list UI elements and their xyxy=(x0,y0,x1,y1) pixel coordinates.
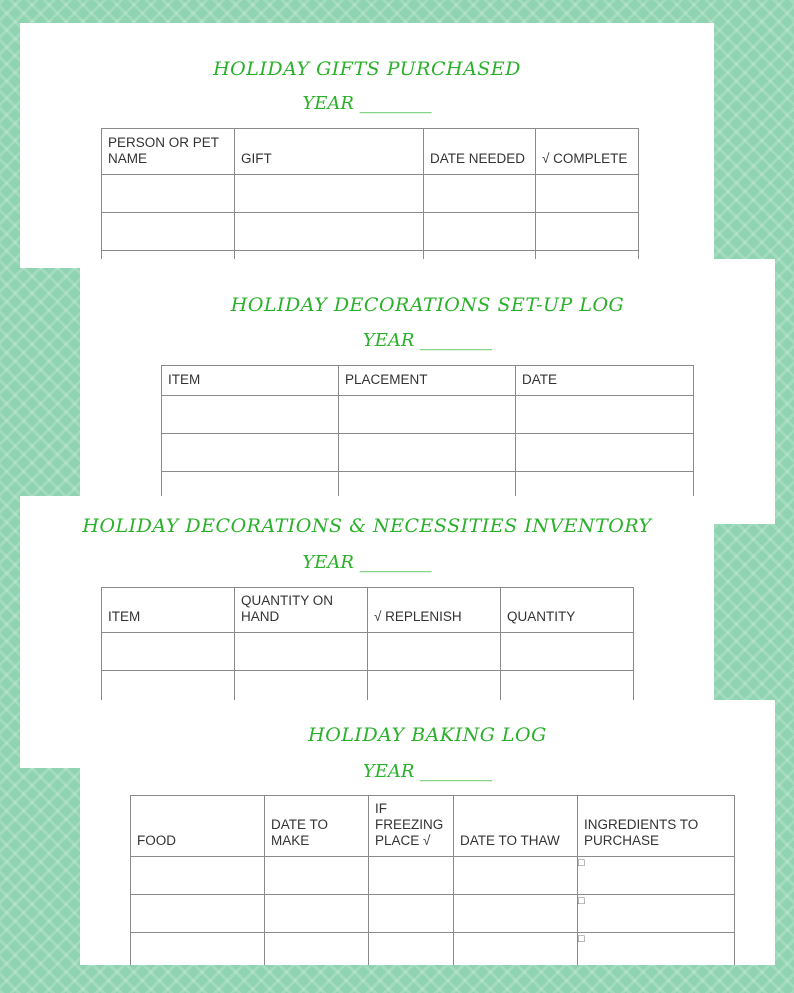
table-row xyxy=(102,633,634,671)
gifts-purchased-page xyxy=(20,23,714,268)
table-row xyxy=(102,175,639,213)
column-header: ITEM xyxy=(162,366,339,396)
table-cell[interactable] xyxy=(369,933,454,966)
table-cell[interactable] xyxy=(162,396,339,434)
table-cell[interactable] xyxy=(265,933,369,966)
table-cell[interactable] xyxy=(235,213,424,251)
table-cell[interactable] xyxy=(102,175,235,213)
table-cell[interactable] xyxy=(369,857,454,895)
baking-log-page xyxy=(80,700,775,965)
table-row xyxy=(162,434,694,472)
table-cell[interactable] xyxy=(131,895,265,933)
column-header: GIFT xyxy=(235,129,424,175)
column-header: ITEM xyxy=(102,588,235,633)
table-cell[interactable] xyxy=(235,175,424,213)
table-cell[interactable] xyxy=(265,895,369,933)
column-header: QUANTITY ON HAND xyxy=(235,588,368,633)
column-header: FOOD xyxy=(131,796,265,857)
table-cell[interactable] xyxy=(162,434,339,472)
column-header: DATE NEEDED xyxy=(424,129,536,175)
table-row xyxy=(162,396,694,434)
column-header: √ REPLENISH xyxy=(368,588,501,633)
column-header: DATE xyxy=(516,366,694,396)
table-cell[interactable] xyxy=(536,175,639,213)
inventory-table xyxy=(101,587,634,709)
table-cell[interactable] xyxy=(454,857,578,895)
table-cell[interactable] xyxy=(102,213,235,251)
column-header: PLACEMENT xyxy=(339,366,516,396)
baking-year-field[interactable]: YEAR ________ xyxy=(362,761,493,782)
table-cell[interactable] xyxy=(516,396,694,434)
inventory-year-field[interactable]: YEAR ________ xyxy=(302,552,432,573)
column-header: INGREDIENTS TO PURCHASE xyxy=(578,796,735,857)
column-header: √ COMPLETE xyxy=(536,129,639,175)
table-cell[interactable] xyxy=(424,175,536,213)
table-cell[interactable] xyxy=(102,633,235,671)
ingredients-checkbox-icon[interactable]: □ xyxy=(578,933,735,966)
setup-year-field[interactable]: YEAR ________ xyxy=(362,330,493,351)
table-row xyxy=(102,213,639,251)
ingredients-checkbox-icon[interactable]: □ xyxy=(578,895,735,933)
table-cell[interactable] xyxy=(131,857,265,895)
decorations-setup-page xyxy=(80,259,775,524)
column-header: DATE TO MAKE xyxy=(265,796,369,857)
table-cell[interactable] xyxy=(454,895,578,933)
table-cell[interactable] xyxy=(501,633,634,671)
table-cell[interactable] xyxy=(369,895,454,933)
table-row xyxy=(131,895,735,933)
baking-title: HOLIDAY BAKING LOG xyxy=(308,724,547,746)
table-cell[interactable] xyxy=(131,933,265,966)
table-cell[interactable] xyxy=(265,857,369,895)
table-cell[interactable] xyxy=(536,213,639,251)
table-cell[interactable] xyxy=(516,434,694,472)
column-header: PERSON OR PET NAME xyxy=(102,129,235,175)
baking-table xyxy=(130,795,735,965)
inventory-title: HOLIDAY DECORATIONS & NECESSITIES INVENTORY xyxy=(82,515,652,537)
setup-table xyxy=(161,365,694,510)
gifts-title: HOLIDAY GIFTS PURCHASED xyxy=(213,58,521,80)
table-cell[interactable] xyxy=(454,933,578,966)
setup-title: HOLIDAY DECORATIONS SET-UP LOG xyxy=(230,294,625,316)
table-cell[interactable] xyxy=(368,633,501,671)
table-row xyxy=(131,933,735,966)
table-cell[interactable] xyxy=(339,434,516,472)
ingredients-checkbox-icon[interactable]: □ xyxy=(578,857,735,895)
table-cell[interactable] xyxy=(424,213,536,251)
column-header: QUANTITY xyxy=(501,588,634,633)
gifts-year-field[interactable]: YEAR ________ xyxy=(302,93,432,114)
table-cell[interactable] xyxy=(235,633,368,671)
table-cell[interactable] xyxy=(339,396,516,434)
table-row xyxy=(131,857,735,895)
column-header: DATE TO THAW xyxy=(454,796,578,857)
gifts-table xyxy=(101,128,639,268)
column-header: IF FREEZING PLACE √ xyxy=(369,796,454,857)
